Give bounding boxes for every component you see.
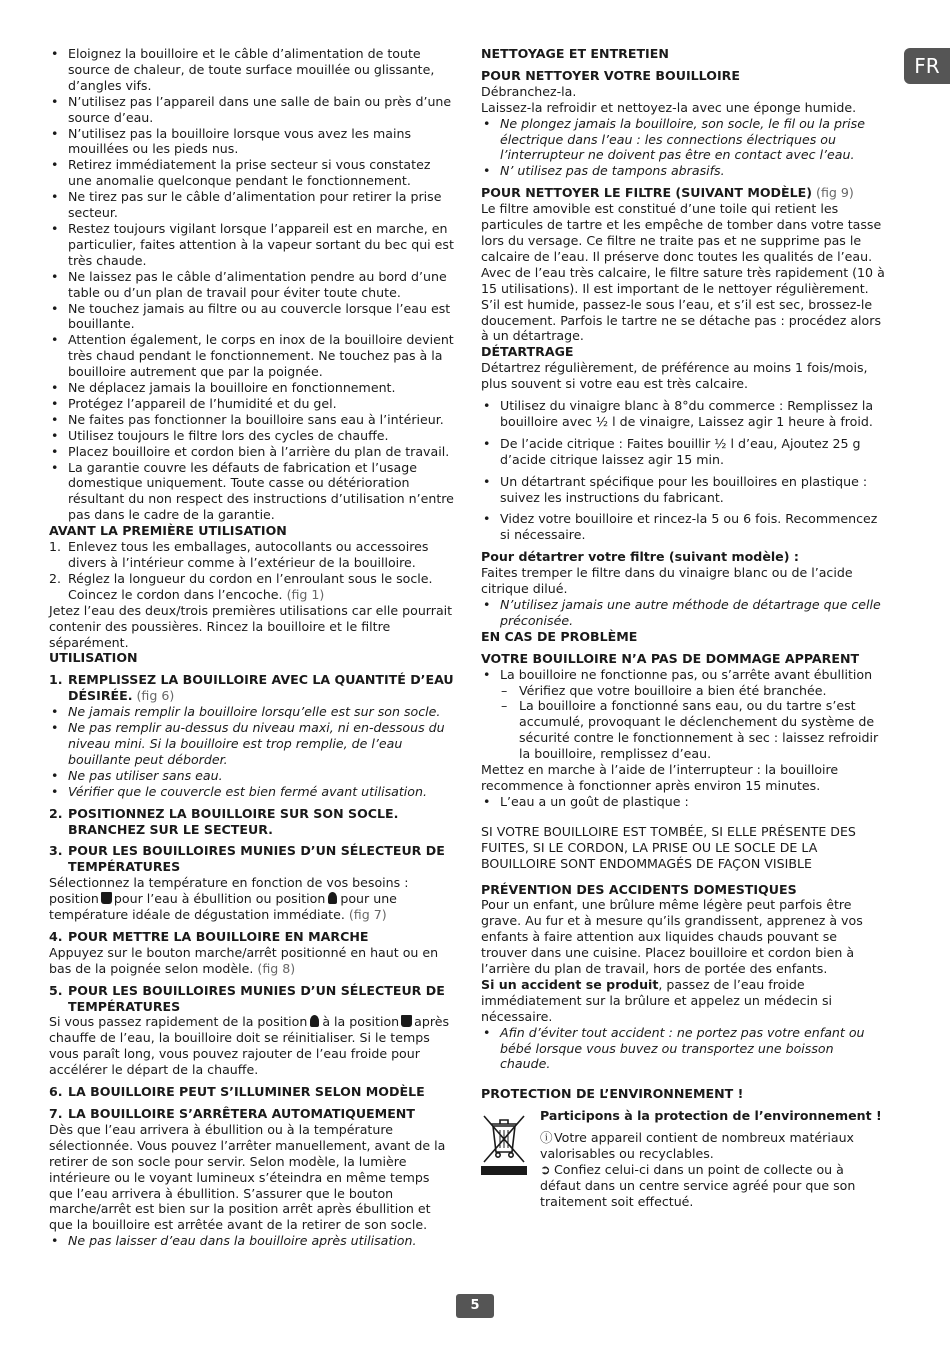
clean-kettle-line: Débranchez-la. xyxy=(481,83,577,99)
list-item: • Afin d’éviter tout accident : ne portez pas votre enfant ou bébé lorsque vous buvez ou transportez une boisson chaude. xyxy=(481,1025,886,1073)
first-use-heading: AVANT LA PREMIÈRE UTILISATION xyxy=(49,523,287,539)
list-item: • Restez toujours vigilant lorsque l’appareil est en marche, en particulier, faites attention à la vapeur sortant du bec qui est très chaude. xyxy=(49,221,457,269)
step-7 xyxy=(49,1106,457,1122)
figure-ref: (fig 8) xyxy=(257,960,296,976)
text-span: après chauffe de l’eau, la bouilloire doit se réinitialiser. Si le temps vous paraît long, vous pouvez rajouter de l’eau froide pour accélérer le départ de la chauffe. xyxy=(49,1014,450,1078)
list-item: • Ne déplacez jamais la bouilloire en fonctionnement. xyxy=(49,380,457,396)
descale-text: Détartrez régulièrement, de préférence au moins 1 fois/mois, plus souvent si votre eau est très calcaire. xyxy=(481,360,868,392)
list-item: • Videz votre bouilloire et rincez-la 5 ou 6 fois. Recommencez si nécessaire. xyxy=(481,511,886,543)
list-item: • De l’acide citrique : Faites bouillir ½ l d’eau, Ajoutez 25 g d’acide citrique laissez agir 15 min. xyxy=(481,436,886,468)
list-item: • Ne jamais remplir la bouilloire lorsqu’elle est sur son socle. xyxy=(49,704,457,720)
taste-list xyxy=(481,794,886,810)
text-span: , passez de l’eau froide immédiatement sur la brûlure et appelez un médecin si nécessaire. xyxy=(481,976,833,1024)
descale-list xyxy=(481,398,886,543)
no-damage-heading: VOTRE BOUILLOIRE N’A PAS DE DOMMAGE APPARENT xyxy=(481,650,860,666)
step-3-text xyxy=(49,875,457,923)
filter-descale-notes xyxy=(481,597,886,629)
list-item xyxy=(49,539,457,571)
tasting-cup-icon xyxy=(310,1015,319,1027)
list-item: • Ne plongez jamais la bouilloire, son socle, le fil ou la prise électrique dans l’eau : les connections électriques ou l’interrupteur ne doivent pas être en contact avec l’eau. xyxy=(481,116,886,164)
prevention-heading: PRÉVENTION DES ACCIDENTS DOMESTIQUES xyxy=(481,881,797,897)
step-title: REMPLISSEZ LA BOUILLOIRE AVEC LA QUANTITÉ D’EAU DÉSIRÉE. xyxy=(68,672,454,704)
boiling-cup-icon xyxy=(101,892,112,904)
step-text: Réglez la longueur du cordon en l’enroulant sous le socle. Coincez le cordon dans l’encoche. xyxy=(68,570,433,602)
filter-descale-text: Faites tremper le filtre dans du vinaigre blanc ou de l’acide citrique dilué. xyxy=(481,565,853,597)
list-item: • La garantie couvre les défauts de fabrication et l’usage domestique uniquement. Toute casse ou détérioration résultant du non respect des instructions d’utilisation n’entre pas dans le cadre de la garantie. xyxy=(49,460,457,524)
list-item: • Retirez immédiatement la prise secteur si vous constatez une anomalie quelconque pendant le fonctionnement. xyxy=(49,157,457,189)
clean-kettle-notes xyxy=(481,116,886,180)
step-7-notes xyxy=(49,1233,457,1249)
step-4 xyxy=(49,929,457,945)
fallen-text: SI VOTRE BOUILLOIRE EST TOMBÉE, SI ELLE PRÉSENTE DES FUITES, SI LE CORDON, LA PRISE OU LE SOCLE DE LA BOUILLOIRE SONT ENDOMMAGÉS DE FAÇON VISIBLE xyxy=(481,823,856,871)
text-span: Si vous passez rapidement de la position xyxy=(49,1014,308,1030)
list-item: – La bouilloire a fonctionné sans eau, ou du tartre s’est accumulé, provoquant le déclenchement du système de sécurité contre le fonctionnement à sec : laissez refroidir la bouilloire, remplissez d’eau. xyxy=(481,698,886,762)
step-number: 2. xyxy=(49,805,63,821)
page-number: 5 xyxy=(456,1294,494,1318)
list-item: • Ne pas remplir au-dessus du niveau maxi, ni en-dessous du niveau mini. Si la bouilloire est trop remplie, de l’eau bouillante peut déborder. xyxy=(49,720,457,768)
first-use-steps xyxy=(49,539,457,603)
list-item: • Ne pas utiliser sans eau. xyxy=(49,768,457,784)
list-item: • Ne pas laisser d’eau dans la bouilloire après utilisation. xyxy=(49,1233,457,1249)
step-title: LA BOUILLOIRE S’ARRÊTERA AUTOMATIQUEMENT xyxy=(68,1106,415,1121)
step-5 xyxy=(49,983,457,1015)
step-5-text xyxy=(49,1014,457,1078)
list-item xyxy=(49,571,457,603)
text-span: à la position xyxy=(322,1014,400,1030)
problem-list xyxy=(481,667,886,762)
figure-ref: (fig 6) xyxy=(136,688,175,704)
text-span: Sélectionnez la température en fonction de vos besoins : position xyxy=(49,875,409,907)
text-span: pour une température idéale de dégustation immédiate. xyxy=(49,891,397,923)
list-item: • Attention également, le corps en inox de la bouilloire devient très chaud pendant le fonctionnement. Ne touchez pas à la bouilloire autrement que par la poignée. xyxy=(49,332,457,380)
step-title: POUR LES BOUILLOIRES MUNIES D’UN SÉLECTEUR DE TEMPÉRATURES xyxy=(68,982,445,1014)
clean-kettle-line: Laissez-la refroidir et nettoyez-la avec une éponge humide. xyxy=(481,99,857,115)
list-item: • Utilisez toujours le filtre lors des cycles de chauffe. xyxy=(49,428,457,444)
step-number: 1. xyxy=(49,672,63,688)
list-item: • Placez bouilloire et cordon bien à l’arrière du plan de travail. xyxy=(49,444,457,460)
step-3 xyxy=(49,843,457,875)
step-title: LA BOUILLOIRE PEUT S’ILLUMINER SELON MODÈLE xyxy=(68,1084,425,1100)
list-item: • N’ utilisez pas de tampons abrasifs. xyxy=(481,163,886,179)
right-column xyxy=(481,46,886,1210)
step-title: POSITIONNEZ LA BOUILLOIRE SUR SON SOCLE. BRANCHEZ SUR LE SECTEUR. xyxy=(68,805,399,837)
language-badge: FR xyxy=(904,48,950,84)
step-number: 5. xyxy=(49,982,63,998)
filter-text: Le filtre amovible est constitué d’une toile qui retient les particules de tartre et les empêche de tomber dans votre tasse lors du versage. Ce filtre ne traite pas et ne supprime pas le calcaire de l’eau. Il préserve donc toutes les qualités de l’eau. Avec de l’eau très calcaire, le filtre sature très rapidement (10 à 15 utilisations). Il est important de le nettoyer régulièrement. S’il est humide, passez-le sous l’eau, et s’il est sec, brossez-le doucement. Parfois le tartre ne se détache pas : procédez alors à un détartrage. xyxy=(481,201,885,344)
list-item: • N’utilisez pas la bouilloire lorsque vous avez les mains mouillées ou les pieds nus. xyxy=(49,126,457,158)
step-title: POUR LES BOUILLOIRES MUNIES D’UN SÉLECTEUR DE TEMPÉRATURES xyxy=(68,843,445,875)
figure-ref: (fig 1) xyxy=(286,586,325,602)
boiling-cup-icon xyxy=(401,1015,412,1027)
filter-heading: POUR NETTOYER LE FILTRE (SUIVANT MODÈLE) xyxy=(481,185,813,201)
prevention-text: Pour un enfant, une brûlure même légère peut parfois être grave. Au fur et à mesure qu’ils grandissent, apprenez à vos enfants à faire attention aux liquides chauds pouvant se trouver dans une cuisine. Placez bouilloire et cordon bien à l’arrière du plan de travail, hors de portée des enfants. xyxy=(481,897,863,977)
descale-heading: DÉTARTRAGE xyxy=(481,344,574,360)
clean-kettle-heading: POUR NETTOYER VOTRE BOUILLOIRE xyxy=(481,67,740,83)
list-item: – Vérifiez que votre bouilloire a bien été branchée. xyxy=(481,683,886,699)
step-number: 2. xyxy=(49,570,62,586)
list-item: • Ne laissez pas le câble d’alimentation pendre au bord d’une table ou d’un plan de travail pour éviter toute chute. xyxy=(49,269,457,301)
list-item: • Utilisez du vinaigre blanc à 8°du commerce : Remplissez la bouilloire avec ½ l de vinaigre, Laissez agir 1 heure à froid. xyxy=(481,398,886,430)
text-span: pour l’eau à ébullition ou position xyxy=(113,891,326,907)
environment-item xyxy=(540,1130,886,1162)
crossed-bin-icon xyxy=(481,1110,527,1176)
step-text: Enlevez tous les emballages, autocollants ou accessoires divers à l’intérieur comme à l’extérieur de la bouilloire. xyxy=(68,539,429,570)
figure-ref: (fig 7) xyxy=(348,907,387,923)
text-span: Appuyez sur le bouton marche/arrêt positionné en haut ou en bas de la poignée selon modèle. xyxy=(49,944,439,976)
text-span: Confiez celui-ci dans un point de collecte ou à défaut dans un centre service agréé pour que son traitement soit effectué. xyxy=(540,1162,856,1209)
cleaning-heading: NETTOYAGE ET ENTRETIEN xyxy=(481,46,669,61)
step-number: 6. xyxy=(49,1084,63,1100)
problem-restart: Mettez en marche à l’aide de l’interrupteur : la bouilloire recommence à fonctionner après environ 15 minutes. xyxy=(481,762,839,793)
list-item: • Un détartrant spécifique pour les bouilloires en plastique : suivez les instructions du fabricant. xyxy=(481,474,886,506)
filter-heading-line xyxy=(481,185,886,201)
environment-block xyxy=(481,1108,886,1209)
first-use-note: Jetez l’eau des deux/trois premières utilisations car elle pourrait contenir des poussières. Rincez la bouilloire et le filtre séparément. xyxy=(49,602,453,650)
safety-warnings-list xyxy=(49,46,457,523)
step-1 xyxy=(49,672,457,704)
list-item: • N’utilisez jamais une autre méthode de détartrage que celle préconisée. xyxy=(481,597,886,629)
info-icon: ⓘ xyxy=(540,1130,553,1146)
step-number: 4. xyxy=(49,928,63,944)
environment-heading: PROTECTION DE L’ENVIRONNEMENT ! xyxy=(481,1086,744,1102)
list-item: • La bouilloire ne fonctionne pas, ou s’arrête avant ébullition xyxy=(481,667,886,683)
text-span: Votre appareil contient de nombreux matériaux valorisables ou recyclables. xyxy=(540,1130,855,1162)
environment-subheading: Participons à la protection de l’environnement ! xyxy=(540,1108,882,1124)
step-2 xyxy=(49,806,457,838)
list-item: • Ne touchez jamais au filtre ou au couvercle lorsque l’eau est bouillante. xyxy=(49,301,457,333)
left-column xyxy=(49,46,457,1249)
list-item: • Eloignez la bouilloire et le câble d’alimentation de toute source de chaleur, de toute surface mouillée ou glissante, d’angles vifs. xyxy=(49,46,457,94)
list-item: • Protégez l’appareil de l’humidité et du gel. xyxy=(49,396,457,412)
step-6 xyxy=(49,1084,457,1100)
step-title: POUR METTRE LA BOUILLOIRE EN MARCHE xyxy=(68,928,369,944)
list-item: • N’utilisez pas l’appareil dans une salle de bain ou près d’une source d’eau. xyxy=(49,94,457,126)
accident-bold: Si un accident se produit xyxy=(481,976,659,992)
list-item: • Vérifier que le couvercle est bien fermé avant utilisation. xyxy=(49,784,457,800)
accident-notes xyxy=(481,1025,886,1073)
usage-heading: UTILISATION xyxy=(49,650,138,666)
tasting-cup-icon xyxy=(328,892,337,904)
step-7-text: Dès que l’eau arrivera à ébullition ou à la température sélectionnée. Vous pouvez l’arrêter manuellement, avant de la retirer de son socle pour servir. Selon modèle, la lumière intérieure ou le voyant lumineux s’éteindra en même temps que l’eau arrivera à ébullition. S’assurer que le bouton marche/arrêt est bien sur la position arrêt après ébullition et que la bouilloire est arrêtée avant de la retirer de son socle. xyxy=(49,1121,446,1233)
accident-text xyxy=(481,977,886,1025)
figure-ref: (fig 9) xyxy=(816,185,854,201)
list-item: • Ne tirez pas sur le câble d’alimentation pour retirer la prise secteur. xyxy=(49,189,457,221)
step-number: 3. xyxy=(49,843,63,859)
list-item: • Ne faites pas fonctionner la bouilloire sans eau à l’intérieur. xyxy=(49,412,457,428)
environment-item xyxy=(540,1162,886,1210)
step-number: 7. xyxy=(49,1106,63,1121)
list-item: • L’eau a un goût de plastique : xyxy=(481,794,886,810)
problem-heading: EN CAS DE PROBLÈME xyxy=(481,628,638,644)
step-1-notes xyxy=(49,704,457,799)
arrow-icon: ➲ xyxy=(540,1162,551,1177)
filter-descale-heading: Pour détartrer votre filtre (suivant modèle) : xyxy=(481,549,799,565)
step-4-text xyxy=(49,945,457,977)
step-number: 1. xyxy=(49,539,62,555)
environment-text xyxy=(540,1108,886,1209)
